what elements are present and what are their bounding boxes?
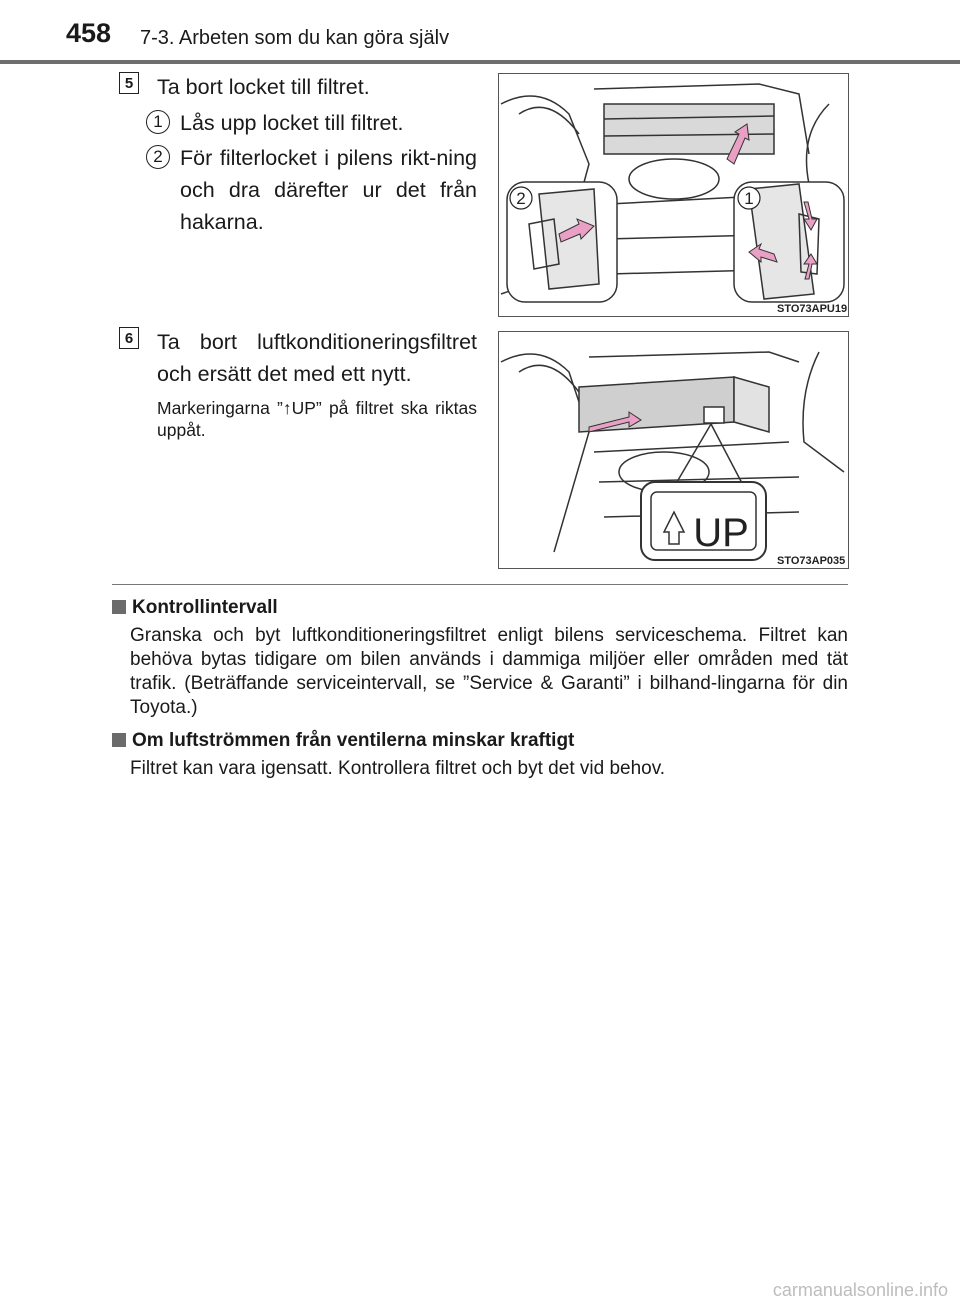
header-rule <box>0 60 960 64</box>
figure-1-caption: STO73APU19 <box>777 303 848 315</box>
figure-1-callout-1: 1 <box>744 189 754 208</box>
note-2-heading-text: Om luftströmmen från ventilerna minskar kraftigt <box>132 730 575 751</box>
note-2-heading <box>112 730 848 752</box>
note-kontrollintervall <box>112 597 848 720</box>
substep-1-badge: 1 <box>146 110 170 134</box>
section-divider <box>112 584 848 585</box>
step-5-badge: 5 <box>119 72 139 94</box>
note-1-heading-text: Kontrollintervall <box>132 597 278 618</box>
step-6-text: Ta bort luftkonditioneringsfiltret och ersätt det med ett nytt. <box>157 330 477 386</box>
substep-1-text: Lås upp locket till filtret. <box>180 111 404 135</box>
substep-2-badge: 2 <box>146 145 170 169</box>
figure-1-callout-2: 2 <box>516 189 526 208</box>
figure-replace-filter <box>498 331 849 569</box>
note-1-heading <box>112 597 848 619</box>
step-6-note: Markeringarna ”↑UP” på filtret ska riktas uppåt. <box>157 398 477 440</box>
note-square-icon <box>112 600 126 614</box>
note-1-text: Granska och byt luftkonditioneringsfiltret enligt bilens serviceschema. Filtret kan behöva bytas tidigare om bilen används i dammiga miljöer eller områden med tät trafik. (Beträffande serviceintervall, se ”Service & Garanti” i bilhand-lingarna för din Toyota.) <box>130 625 848 718</box>
note-square-icon <box>112 733 126 747</box>
substep-2-text: För filterlocket i pilens rikt-ning och dra därefter ur det från hakarna. <box>180 146 477 234</box>
figure-remove-cover <box>498 73 849 317</box>
step-5-text: Ta bort locket till filtret. <box>157 75 370 99</box>
section-title: 7-3. Arbeten som du kan göra själv <box>140 27 450 49</box>
watermark: carmanualsonline.info <box>772 1280 948 1300</box>
figure-2-up-label: UP <box>693 511 749 555</box>
page-number: 458 <box>66 18 112 48</box>
step-6-badge: 6 <box>119 327 139 349</box>
figure-2-caption: STO73AP035 <box>777 555 846 567</box>
figure-remove-cover-illustration <box>499 74 848 316</box>
note-luftstrommen <box>112 730 848 781</box>
figure-replace-filter-illustration <box>499 332 848 568</box>
note-2-text: Filtret kan vara igensatt. Kontrollera filtret och byt det vid behov. <box>130 758 666 779</box>
